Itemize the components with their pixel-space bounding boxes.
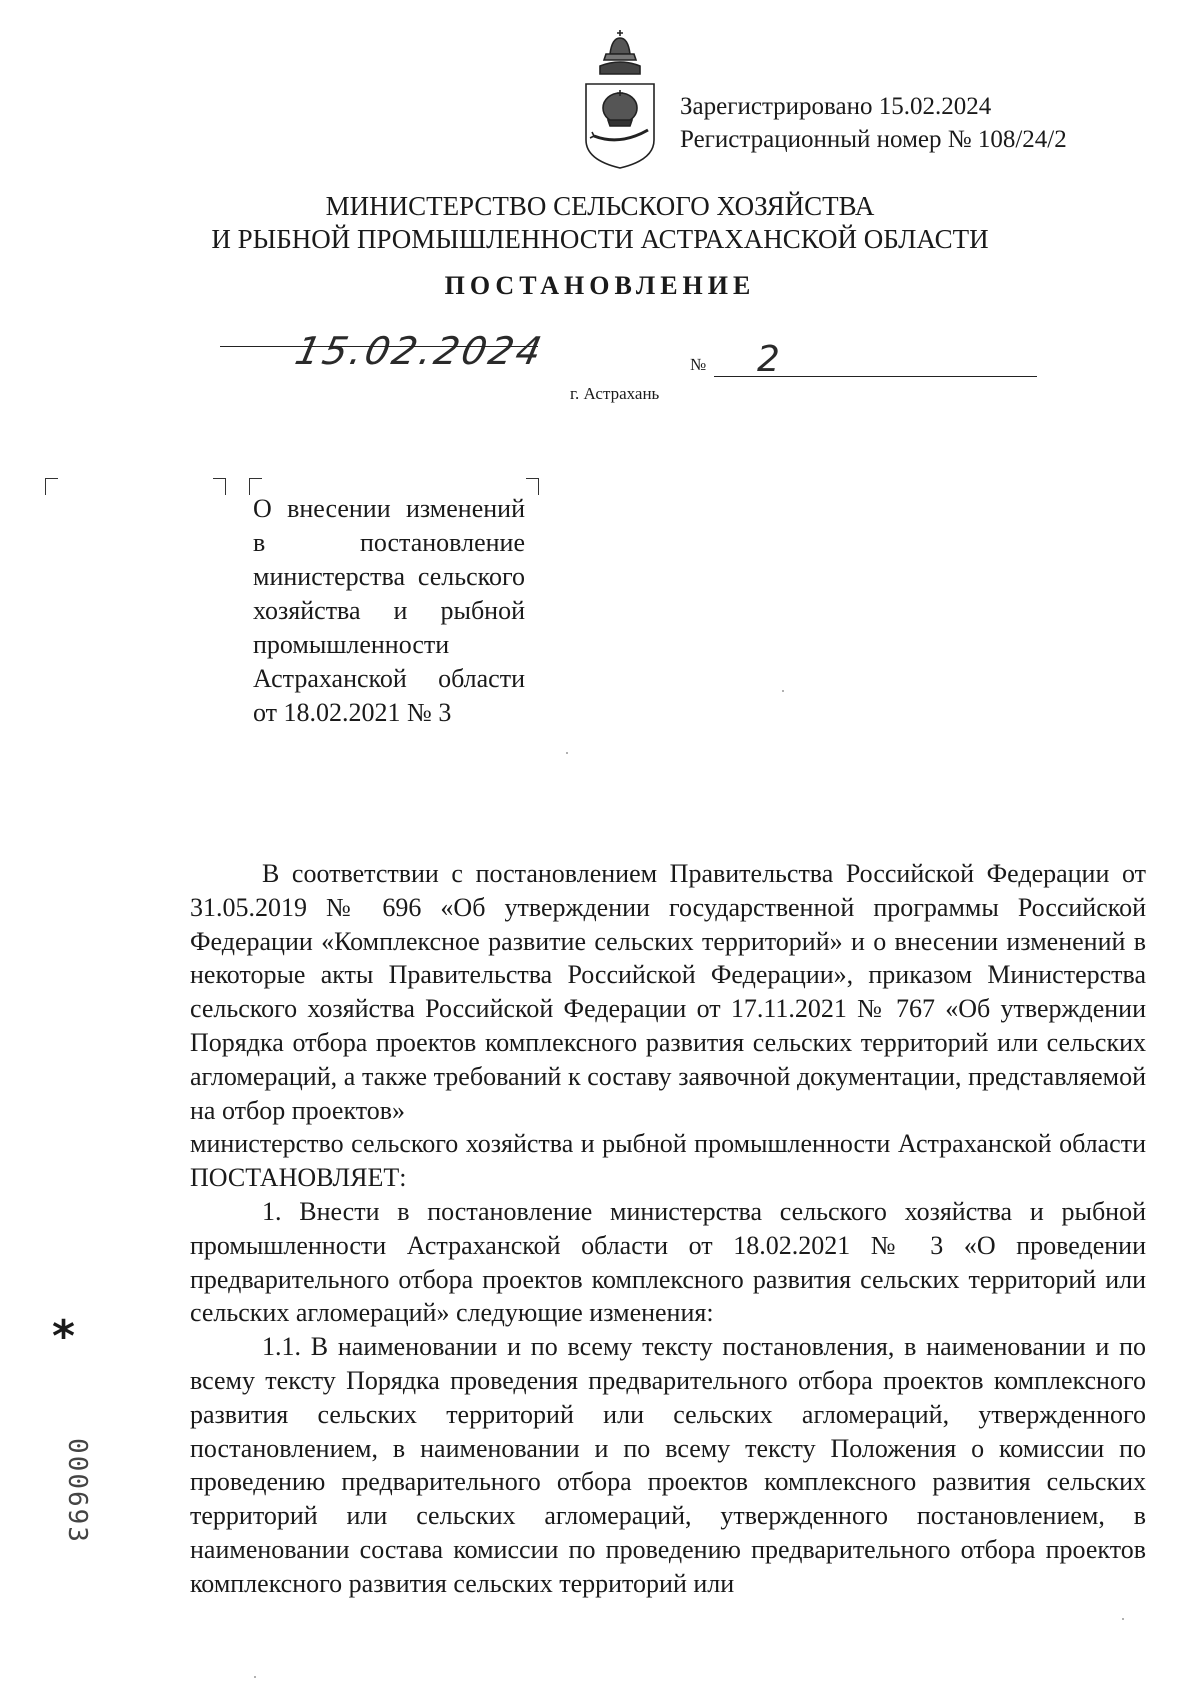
number-underline xyxy=(714,376,1037,377)
body-paragraph-basis: В соответствии с постановлением Правительства Российской Федерации от 31.05.2019 № 696 «Об утверждении государственной программы Российской Федерации «Комплексное развитие сельских территорий» и о внесении изменений в некоторые акты Правительства Российской Федерации», приказом Министерства сельского хозяйства Российской Федерации от 17.11.2021 № 767 «Об утверждении Порядка отбора проектов комплексного развития сельских территорий или сельских агломераций, а также требований к составу заявочной документации, представляемой на отбор проектов» xyxy=(190,859,1146,1125)
registration-block xyxy=(680,90,1067,156)
handwritten-number: 2 xyxy=(757,339,780,380)
document-subject: О внесении изменений в постановление министерства сельского хозяйства и рыбной промышленности Астраханской области от 18.02.2021 № 3 xyxy=(253,494,525,727)
city-label: г. Астрахань xyxy=(570,384,660,403)
body-paragraph-resolves: министерство сельского хозяйства и рыбной промышленности Астраханской области ПОСТАНОВЛЯЕТ: xyxy=(190,1129,1146,1193)
scan-speck xyxy=(1122,1618,1124,1620)
document-type-title: ПОСТАНОВЛЕНИЕ xyxy=(444,271,756,300)
scan-speck xyxy=(566,752,568,754)
scan-speck xyxy=(782,690,784,692)
date-underline xyxy=(220,346,538,347)
ministry-name xyxy=(150,190,1050,256)
coat-of-arms-emblem xyxy=(580,28,660,170)
handwritten-date: 15.02.2024 xyxy=(291,329,549,373)
registration-date: Зарегистрировано 15.02.2024 xyxy=(680,93,992,120)
registration-number: Регистрационный номер № 108/24/2 xyxy=(680,126,1067,153)
ministry-name-line-1: МИНИСТЕРСТВО СЕЛЬСКОГО ХОЗЯЙСТВА xyxy=(325,191,875,221)
ministry-name-line-2: И РЫБНОЙ ПРОМЫШЛЕННОСТИ АСТРАХАНСКОЙ ОБЛАСТИ xyxy=(211,224,989,254)
margin-serial-stamp: 000693 xyxy=(61,1438,92,1544)
margin-star-mark: * xyxy=(52,1311,76,1362)
body-paragraph-item-1-1: 1.1. В наименовании и по всему тексту постановления, в наименовании и по всему тексту Порядка проведения предварительного отбора проектов комплексного развития сельских территорий или сельских агломераций, утвержденного постановлением, в наименовании и по всему тексту Положения о комиссии по проведению предварительного отбора проектов комплексного развития сельских территорий или сельских агломераций, утвержденного постановлением, в наименовании состава комиссии по проведению предварительного отбора проектов комплексного развития сельских территорий или xyxy=(190,1332,1146,1598)
body-paragraph-item-1: 1. Внести в постановление министерства сельского хозяйства и рыбной промышленности Астраханской области от 18.02.2021 № 3 «О проведении предварительного отбора проектов комплексного развития сельских территорий или сельских агломераций» следующие изменения: xyxy=(190,1196,1146,1328)
corner-mark-right xyxy=(526,478,539,495)
corner-mark-left xyxy=(45,478,58,495)
number-label: № xyxy=(690,355,707,374)
document-body xyxy=(190,857,1146,1601)
corner-mark xyxy=(213,478,226,495)
scan-speck xyxy=(254,1676,256,1678)
